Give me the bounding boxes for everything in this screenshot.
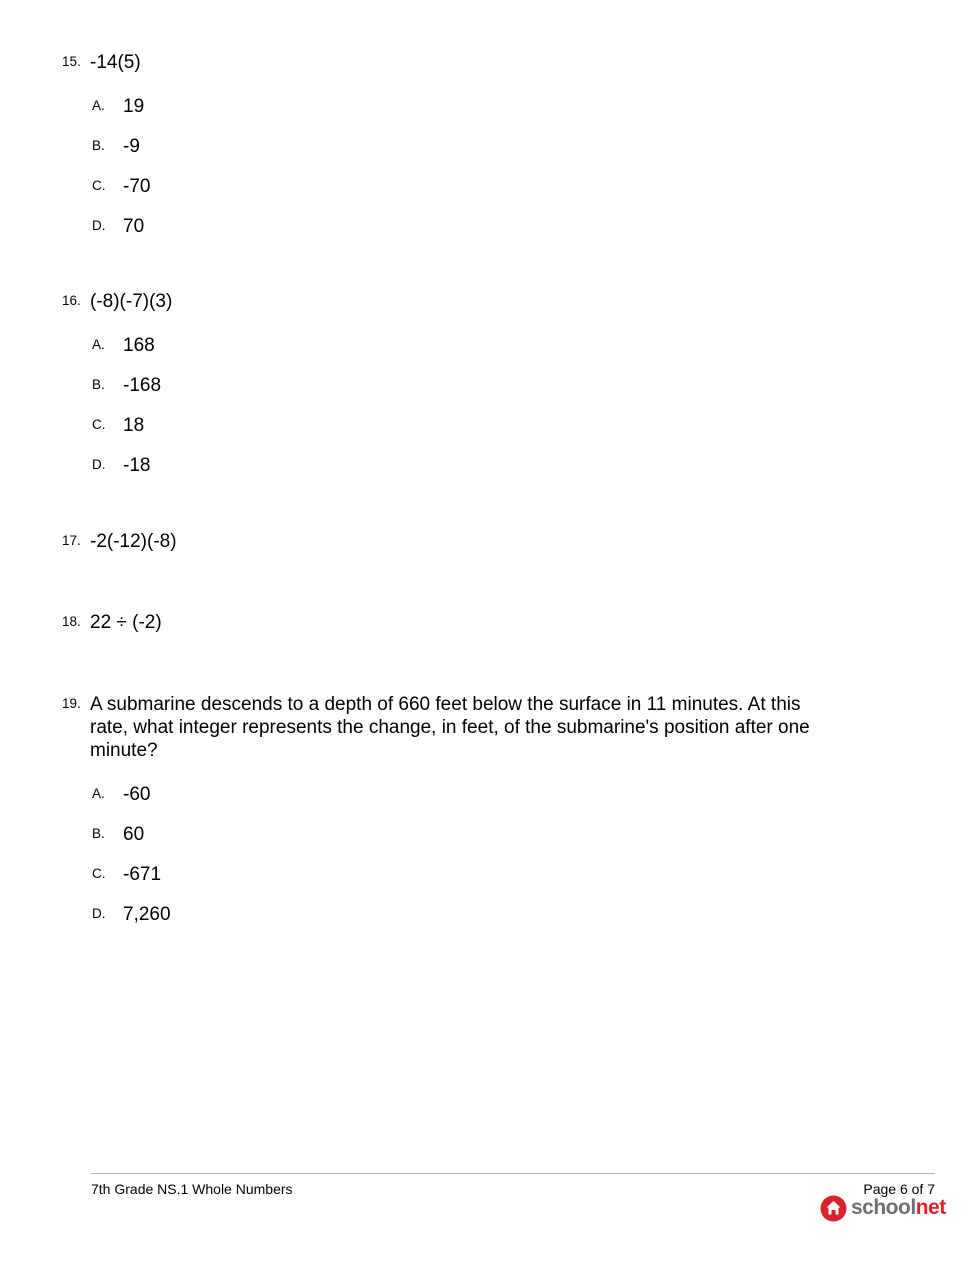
choice-letter: D.: [92, 457, 106, 472]
logo-wordmark: [851, 1196, 946, 1220]
choice-letter: C.: [92, 866, 106, 881]
choice-text: -168: [123, 375, 162, 396]
footer-title: 7th Grade NS.1 Whole Numbers: [91, 1181, 293, 1197]
choice-letter: B.: [92, 377, 105, 392]
answer-choice-b[interactable]: [92, 135, 822, 175]
question-number: 16.: [62, 293, 81, 308]
answer-choice-b[interactable]: [92, 823, 822, 863]
question-text: -2(-12)(-8): [90, 531, 177, 552]
question-text: -14(5): [90, 52, 141, 73]
logo-school-text: school: [851, 1196, 916, 1219]
answer-choice-a[interactable]: [92, 334, 822, 374]
question-text: (-8)(-7)(3): [90, 291, 173, 312]
answer-choice-b[interactable]: [92, 374, 822, 414]
question-number: 18.: [62, 614, 81, 629]
choice-letter: A.: [92, 786, 105, 801]
choice-letter: B.: [92, 138, 105, 153]
choice-text: -70: [123, 176, 151, 197]
choice-letter: A.: [92, 98, 105, 113]
choice-text: 60: [123, 824, 145, 845]
choice-text: 7,260: [123, 904, 171, 925]
choice-text: -18: [123, 455, 151, 476]
answer-choice-d[interactable]: [92, 454, 822, 494]
choice-letter: D.: [92, 906, 106, 921]
choice-text: -671: [123, 864, 162, 885]
choice-text: 168: [123, 335, 155, 356]
choice-letter: A.: [92, 337, 105, 352]
choice-letter: D.: [92, 218, 106, 233]
choice-letter: B.: [92, 826, 105, 841]
question-text: 22 ÷ (-2): [90, 612, 162, 633]
question-number: 19.: [62, 696, 81, 711]
footer-divider: [91, 1173, 935, 1174]
question-number: 15.: [62, 54, 81, 69]
choice-text: 19: [123, 96, 145, 117]
choice-text: 70: [123, 216, 145, 237]
answer-choice-c[interactable]: [92, 175, 822, 215]
answer-choice-d[interactable]: [92, 215, 822, 255]
question-16: [62, 290, 822, 494]
page-number: Page 6 of 7: [863, 1181, 935, 1197]
answer-choice-c[interactable]: [92, 414, 822, 454]
question-number: 17.: [62, 533, 81, 548]
answer-choices: [92, 95, 822, 255]
choice-text: -9: [123, 136, 140, 157]
answer-choice-a[interactable]: [92, 783, 822, 823]
answer-choice-c[interactable]: [92, 863, 822, 903]
choice-text: -60: [123, 784, 151, 805]
question-17: [62, 530, 822, 553]
answer-choice-d[interactable]: [92, 903, 822, 943]
answer-choice-a[interactable]: [92, 95, 822, 135]
answer-choices: [92, 783, 822, 943]
answer-choices: [92, 334, 822, 494]
logo-net-text: net: [915, 1196, 946, 1219]
choice-letter: C.: [92, 417, 106, 432]
question-text: A submarine descends to a depth of 660 feet below the surface in 11 minutes. At this rate, what integer represents the change, in feet, of the submarine's position after one minute?: [90, 694, 810, 761]
house-icon: [820, 1195, 847, 1222]
schoolnet-logo: [820, 1194, 946, 1222]
choice-letter: C.: [92, 178, 106, 193]
question-18: [62, 611, 822, 634]
question-15: [62, 51, 822, 255]
question-19: [62, 693, 822, 943]
choice-text: 18: [123, 415, 145, 436]
